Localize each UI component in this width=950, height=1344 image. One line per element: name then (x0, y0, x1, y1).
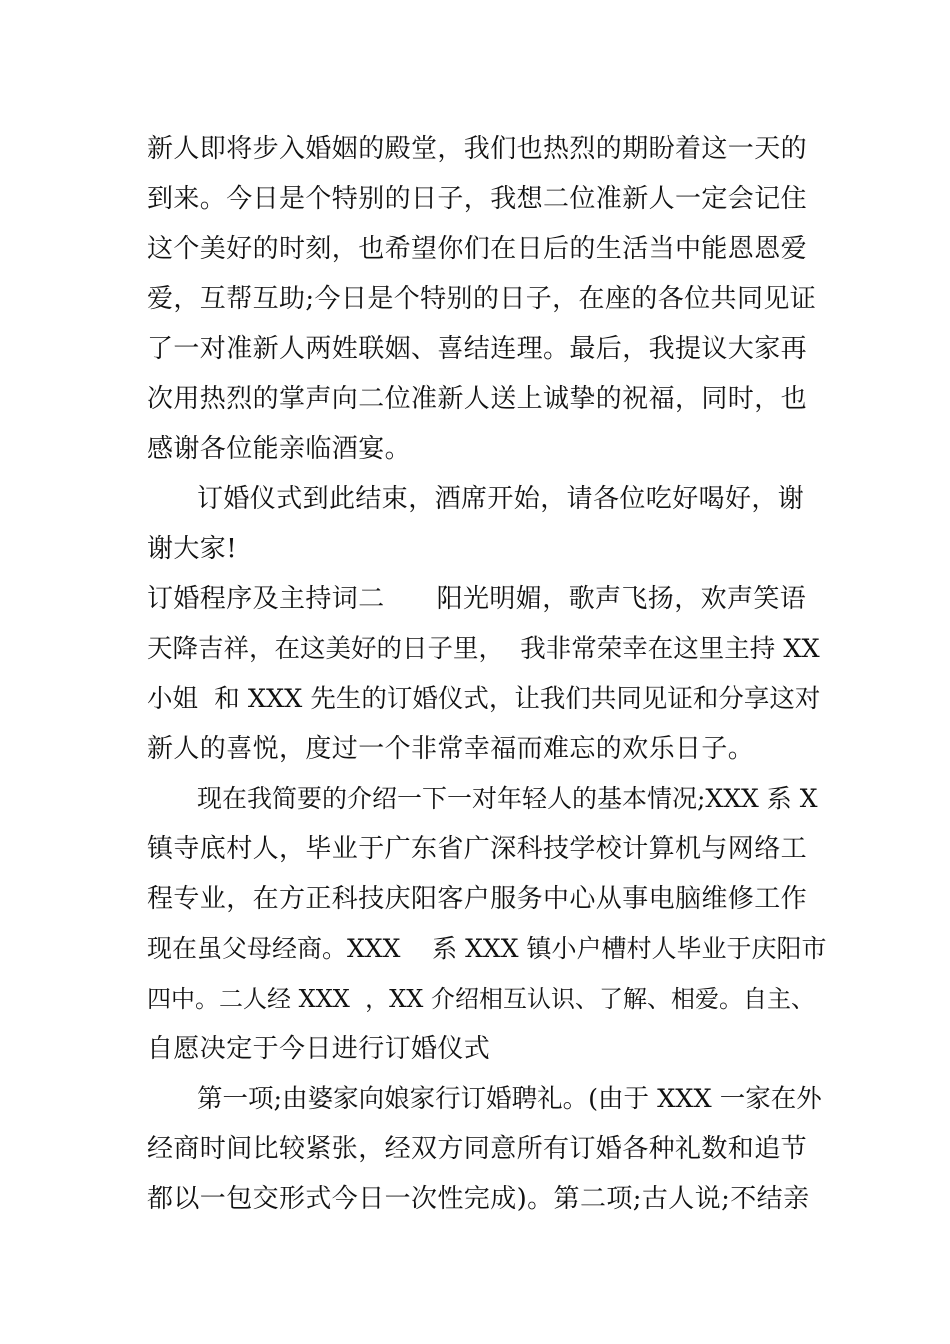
text-line: 天降吉祥，在这美好的日子里， 我非常荣幸在这里主持 XX (147, 634, 820, 664)
text-line: 爱，互帮互助;今日是个特别的日子，在座的各位共同见证 (147, 284, 817, 314)
text-line: 现在我简要的介绍一下一对年轻人的基本情况;XXX 系 X (197, 784, 818, 813)
text-line: 镇寺底村人，毕业于广东省广深科技学校计算机与网络工 (147, 834, 808, 864)
text-line: 都以一包交形式今日一次性完成)。第二项;古人说;不结亲 (147, 1184, 810, 1214)
text-line: 程专业，在方正科技庆阳客户服务中心从事电脑维修工作 (147, 884, 808, 914)
text-line: 这个美好的时刻，也希望你们在日后的生活当中能恩恩爱 (147, 234, 808, 264)
text-line: 第一项;由婆家向娘家行订婚聘礼。(由于 XXX 一家在外 (197, 1084, 822, 1114)
text-line: 四中。二人经 XXX ，XX 介绍相互认识、了解、相爱。自主、 (147, 985, 815, 1013)
text-line: 感谢各位能亲临酒宴。 (147, 434, 412, 464)
text-line: 订婚程序及主持词二 阳光明媚，歌声飞扬，欢声笑语 (147, 584, 807, 614)
text-line: 自愿决定于今日进行订婚仪式 (147, 1034, 491, 1064)
text-line: 小姐 和 XXX 先生的订婚仪式，让我们共同见证和分享这对 (147, 684, 821, 714)
text-line: 新人即将步入婚姻的殿堂，我们也热烈的期盼着这一天的 (147, 134, 808, 164)
text-line: 订婚仪式到此结束，酒席开始，请各位吃好喝好，谢 (197, 484, 805, 514)
text-line: 现在虽父母经商。XXX 系 XXX 镇小户槽村人毕业于庆阳市 (147, 934, 827, 963)
text-line: 到来。今日是个特别的日子，我想二位准新人一定会记住 (147, 184, 808, 214)
text-line: 了一对准新人两姓联姻、喜结连理。最后，我提议大家再 (147, 334, 808, 364)
text-line: 新人的喜悦，度过一个非常幸福而难忘的欢乐日子。 (147, 734, 755, 764)
text-line: 经商时间比较紧张，经双方同意所有订婚各种礼数和追节 (147, 1134, 808, 1164)
text-line: 谢大家! (147, 534, 238, 564)
text-line: 次用热烈的掌声向二位准新人送上诚挚的祝福，同时，也 (147, 384, 808, 414)
